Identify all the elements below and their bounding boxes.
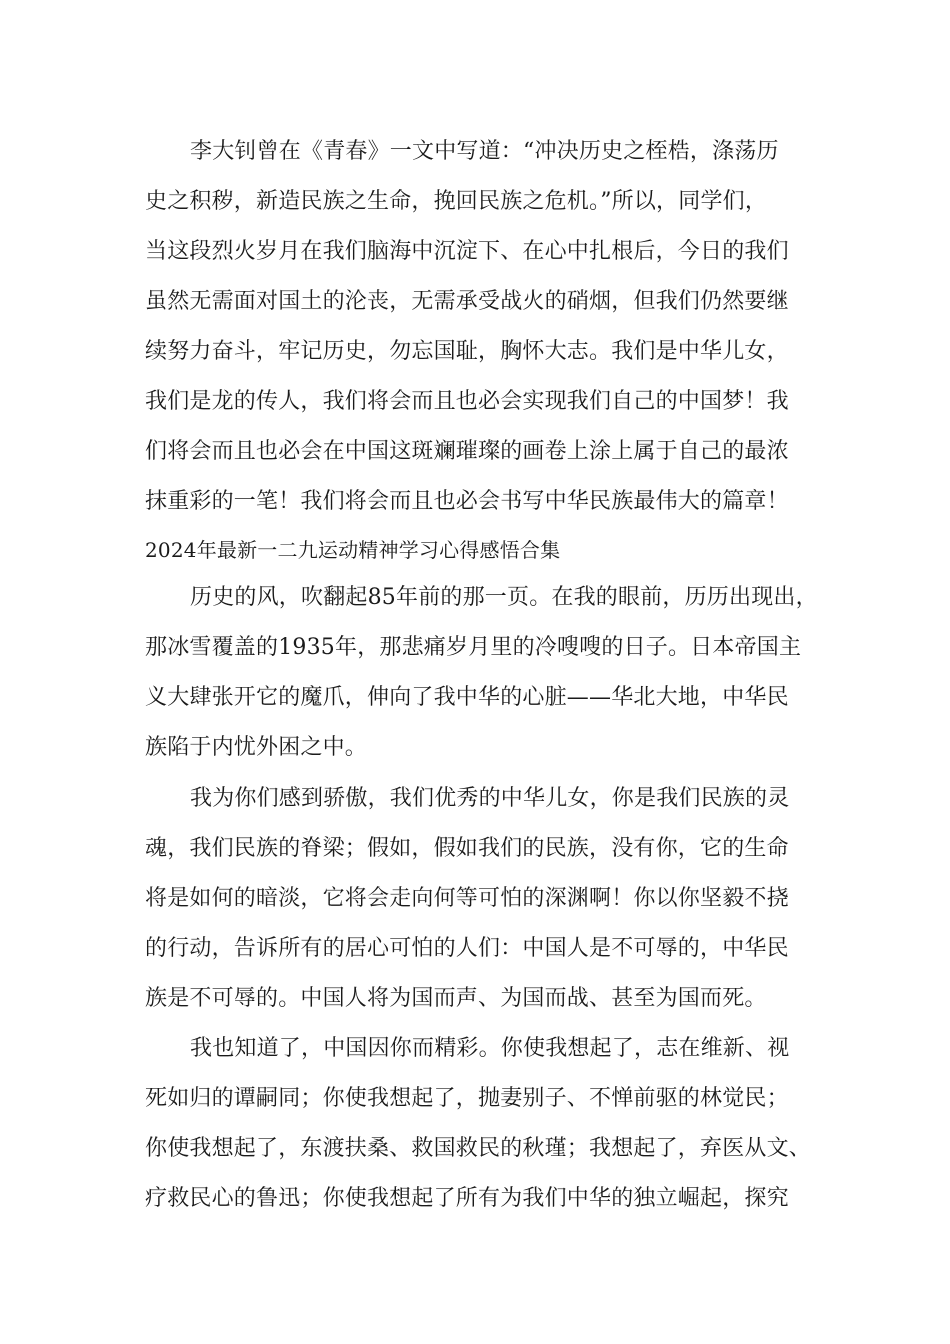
text-line: 历史的风，吹翻起85年前的那一页。在我的眼前，历历出现出， (190, 585, 818, 610)
text-line: 们将会而且也必会在中国这斑斓璀璨的画卷上涂上属于自己的最浓 (145, 439, 789, 464)
text-line: 的行动，告诉所有的居心可怕的人们：中国人是不可辱的，中华民 (145, 936, 789, 961)
text-line: 当这段烈火岁月在我们脑海中沉淀下、在心中扎根后，今日的我们 (145, 239, 789, 264)
text-line: 族是不可辱的。中国人将为国而声、为国而战、甚至为国而死。 (145, 986, 767, 1011)
text-line: 疗救民心的鲁迅；你使我想起了所有为我们中华的独立崛起，探究 (145, 1186, 789, 1211)
text-line: 续努力奋斗，牢记历史，勿忘国耻，胸怀大志。我们是中华儿女， (145, 339, 789, 364)
text-line: 我们是龙的传人，我们将会而且也必会实现我们自己的中国梦！我 (145, 389, 789, 414)
section-heading: 2024年最新一二九运动精神学习心得感悟合集 (145, 538, 561, 562)
text-line: 魂，我们民族的脊梁；假如，假如我们的民族，没有你，它的生命 (145, 836, 789, 861)
text-line: 史之积秽，新造民族之生命，挽回民族之危机。”所以，同学们， (145, 189, 768, 214)
text-line: 你使我想起了，东渡扶桑、救国救民的秋瑾；我想起了，弃医从文、 (145, 1136, 812, 1161)
text-line: 虽然无需面对国土的沦丧，无需承受战火的硝烟，但我们仍然要继 (145, 289, 789, 314)
text-line: 抹重彩的一笔！我们将会而且也必会书写中华民族最伟大的篇章！ (145, 489, 789, 514)
text-line: 李大钊曾在《青春》一文中写道：“冲决历史之桎梏，涤荡历 (190, 139, 779, 164)
text-line: 死如归的谭嗣同；你使我想起了，抛妻别子、不惮前驱的林觉民； (145, 1086, 789, 1111)
text-line: 族陷于内忧外困之中。 (145, 735, 368, 760)
text-line: 我为你们感到骄傲，我们优秀的中华儿女，你是我们民族的灵 (190, 786, 790, 811)
text-line: 那冰雪覆盖的1935年，那悲痛岁月里的冷嗖嗖的日子。日本帝国主 (145, 635, 802, 660)
text-line: 将是如何的暗淡，它将会走向何等可怕的深渊啊！你以你坚毅不挠 (145, 886, 789, 911)
text-line: 义大肆张开它的魔爪，伸向了我中华的心脏——华北大地，中华民 (145, 685, 789, 710)
text-line: 我也知道了，中国因你而精彩。你使我想起了，志在维新、视 (190, 1036, 790, 1061)
